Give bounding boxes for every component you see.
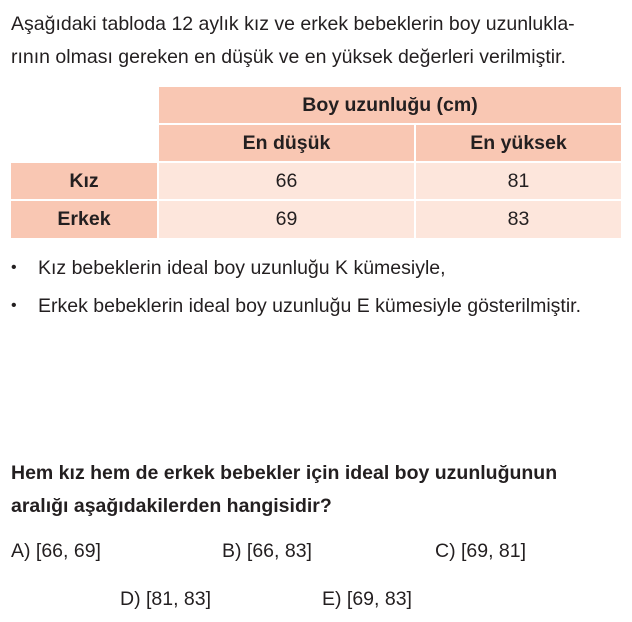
list-item: [11, 293, 626, 331]
question-line-1: Hem kız hem de erkek bebekler için ideal boy uzunluğunun: [11, 462, 558, 484]
height-table: [11, 87, 621, 239]
intro-line-1: Aşağıdaki tabloda 12 aylık kız ve erkek bebeklerin boy uzunlukla-: [11, 13, 575, 35]
bullet-icon: •: [11, 297, 17, 314]
option-d[interactable]: D) [81, 83]: [120, 588, 212, 610]
table-row-label-boy: Erkek: [11, 201, 157, 238]
table-cell-boy-min: 69: [159, 201, 414, 238]
bullet-icon: •: [11, 259, 17, 276]
table-group-header: Boy uzunluğu (cm): [159, 87, 621, 123]
question-text: [11, 457, 623, 523]
table-cell-girl-max: 81: [416, 163, 621, 199]
question-line-2: aralığı aşağıdakilerden hangisidir?: [11, 495, 332, 517]
table-cell-girl-min: 66: [159, 163, 414, 199]
table-col-header-min: En düşük: [159, 125, 414, 161]
bullet-list: [11, 255, 626, 331]
option-b[interactable]: B) [66, 83]: [222, 540, 312, 562]
bullet-text-k: Kız bebeklerin ideal boy uzunluğu K kümesiyle,: [38, 257, 446, 279]
list-item: [11, 255, 626, 293]
option-a[interactable]: A) [66, 69]: [11, 540, 101, 562]
intro-line-2: rının olması gereken en düşük ve en yüksek değerleri verilmiştir.: [11, 46, 566, 68]
table-row-label-girl: Kız: [11, 163, 157, 199]
intro-text: [11, 8, 623, 74]
bullet-text-e: Erkek bebeklerin ideal boy uzunluğu E kümesiyle gösterilmiştir.: [38, 295, 582, 317]
table-cell-boy-max: 83: [416, 201, 621, 238]
option-e[interactable]: E) [69, 83]: [322, 588, 412, 610]
table-col-header-max: En yüksek: [416, 125, 621, 161]
option-c[interactable]: C) [69, 81]: [435, 540, 527, 562]
